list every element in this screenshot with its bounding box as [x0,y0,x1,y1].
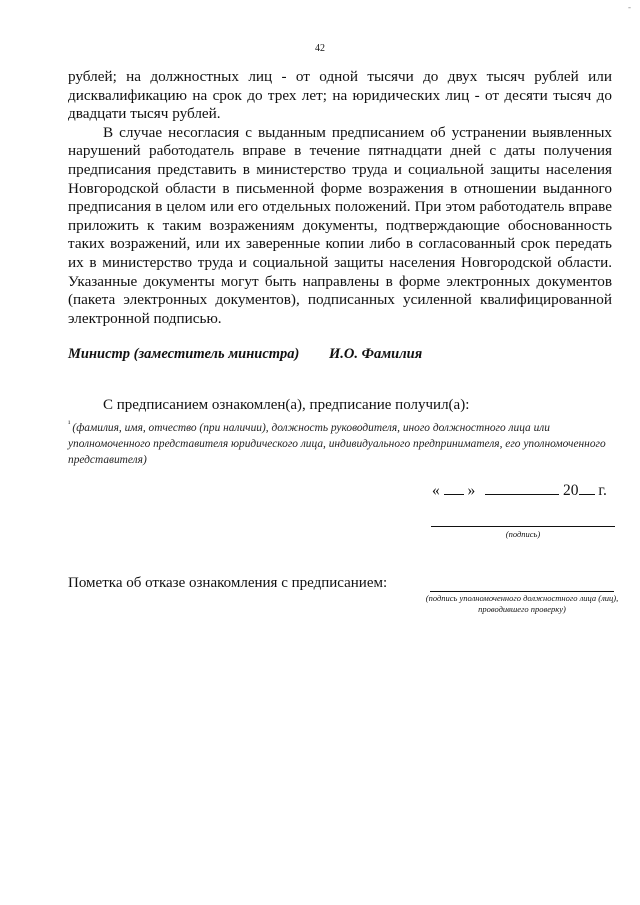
year-prefix: 20 [563,482,579,499]
minister-signature-line [68,346,422,363]
refusal-caption: (подпись уполномоченного должностного лица (лиц), проводившего проверку) [425,593,619,614]
paragraph-objections: В случае несогласия с выданным предписанием об устранении выявленных нарушений работодатель вправе в течение пятнадцати дней с даты получения предписания представить в министерство труда и социальной защиты населения Новгородской области в письменной форме возражения в отношении выданного предписания в целом или его отдельных положений. При этом работодатель вправе приложить к таким возражениям документы, подтверждающие обоснованность таких возражений, или их заверенные копии либо в согласованный срок передать их в министерство труда и социальной защиты населения Новгородской области. Указанные документы могут быть направлены в форме электронных документов (пакета электронных документов), подписанных усиленной квалифицированной электронной подписью. [68,123,612,327]
acknowledgement-note-text: (фамилия, имя, отчество (при наличии), должность руководителя, иного должностного лица или уполномоченного представителя юридического лица, индивидуального предпринимателя, его уполномоченного представителя) [68,421,606,466]
signature-rule[interactable] [431,526,615,527]
page-number: 42 [315,43,325,54]
minister-position: Министр (заместитель министра) [68,346,300,362]
signature-caption: (подпись) [505,529,541,539]
refusal-label: Пометка об отказе ознакомления с предписанием: [68,575,388,591]
day-blank[interactable] [444,480,464,495]
refusal-signature-rule[interactable] [430,591,614,592]
minister-name: И.О. Фамилия [329,346,423,362]
corner-mark: - [628,2,631,12]
document-body [68,68,612,328]
date-close-quote: » [467,482,476,499]
date-line [432,480,607,500]
acknowledgement-heading: С предписанием ознакомлен(а), предписание получил(а): [103,397,470,413]
footnote-mark: ¹ [68,419,71,428]
month-blank[interactable] [485,480,559,495]
year-blank[interactable] [579,480,595,495]
acknowledgement-note [68,416,616,468]
year-suffix: г. [598,482,607,499]
paragraph-penalties: рублей; на должностных лиц - от одной тысячи до двух тысяч рублей или дисквалификацию на срок до трех лет; на юридических лиц - от десяти тысяч до двадцати тысяч рублей. [68,68,612,123]
date-open-quote: « [432,482,440,499]
